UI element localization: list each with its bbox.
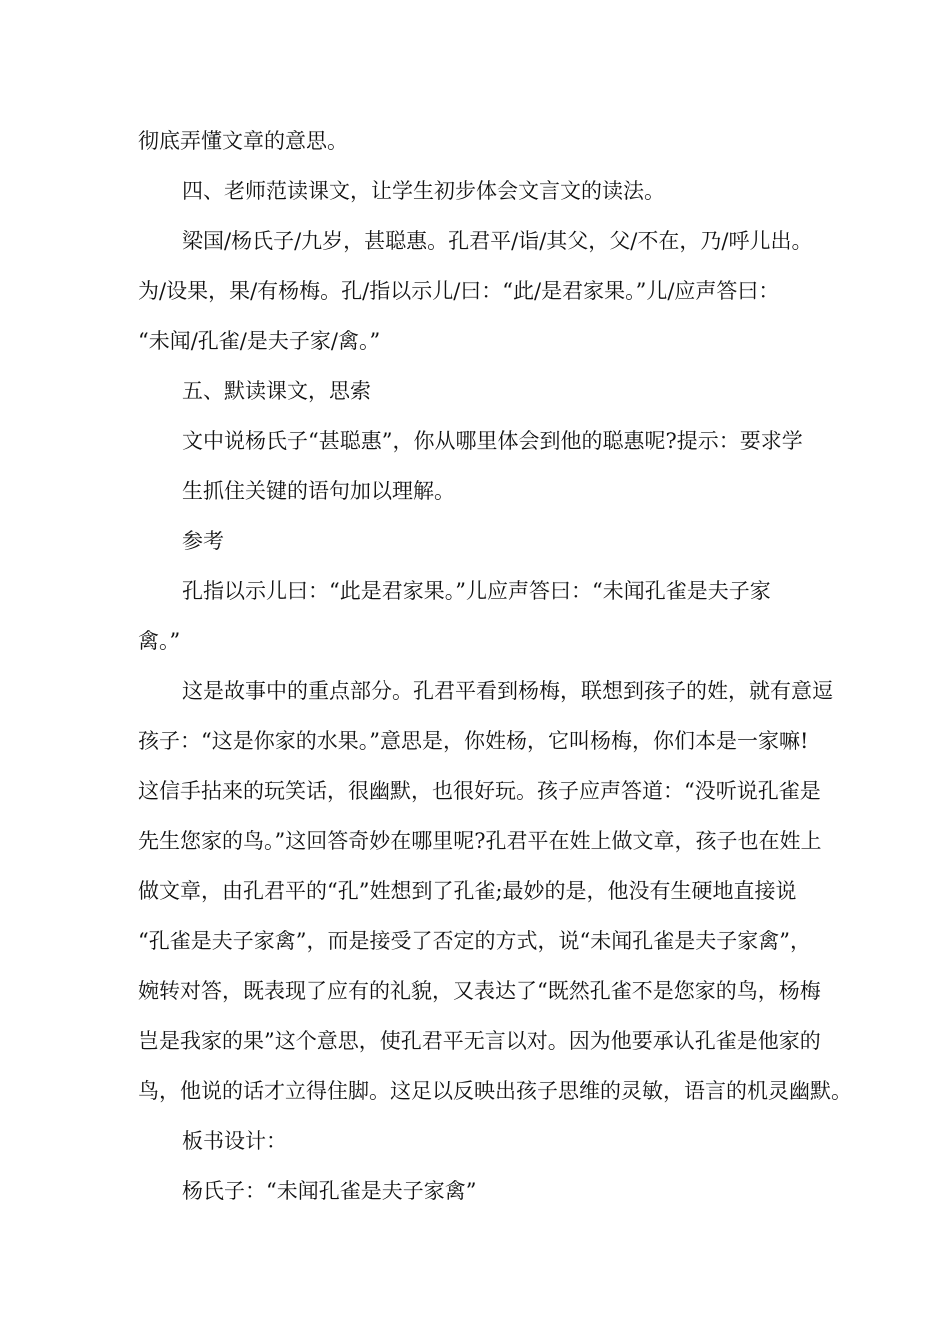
text-line: 文中说杨氏子“甚聪惠”，你从哪里体会到他的聪惠呢?提示：要求学 (182, 429, 803, 453)
text-line: 禽。” (138, 629, 181, 653)
board-design-content: 杨氏子：“未闻孔雀是夫子家禽” (182, 1179, 477, 1203)
text-line: 岂是我家的果”这个意思，使孔君平无言以对。因为他要承认孔雀是他家的 (138, 1029, 821, 1053)
section-heading: 五、默读课文，思索 (182, 379, 371, 403)
text-line: 孔指以示儿曰：“此是君家果。”儿应声答曰：“未闻孔雀是夫子家 (182, 579, 771, 603)
board-design-heading: 板书设计： (182, 1129, 287, 1153)
text-line: 生抓住关键的语句加以理解。 (182, 479, 455, 503)
text-line: 婉转对答，既表现了应有的礼貌，又表达了“既然孔雀不是您家的鸟，杨梅 (138, 979, 821, 1003)
reference-label: 参考 (182, 529, 224, 553)
section-heading: 四、老师范读课文，让学生初步体会文言文的读法。 (182, 179, 665, 203)
text-line: 这是故事中的重点部分。孔君平看到杨梅，联想到孩子的姓，就有意逗 (182, 679, 833, 703)
text-line: 孩子：“这是你家的水果。”意思是，你姓杨，它叫杨梅，你们本是一家嘛! (138, 729, 809, 753)
text-line: 梁国/杨氏子/九岁，甚聪惠。孔君平/诣/其父，父/不在，乃/呼儿出。 (182, 229, 813, 253)
text-line: 做文章，由孔君平的“孔”姓想到了孔雀;最妙的是，他没有生硬地直接说 (138, 879, 797, 903)
text-line: 彻底弄懂文章的意思。 (138, 129, 348, 153)
text-line: 先生您家的鸟。”这回答奇妙在哪里呢?孔君平在姓上做文章，孩子也在姓上 (138, 829, 822, 853)
text-line: “未闻/孔雀/是夫子家/禽。” (138, 329, 381, 353)
text-line: 为/设果，果/有杨梅。孔/指以示儿/曰：“此/是君家果。”儿/应声答曰： (138, 279, 780, 303)
text-line: 鸟，他说的话才立得住脚。这足以反映出孩子思维的灵敏，语言的机灵幽默。 (138, 1079, 852, 1103)
text-line: “孔雀是夫子家禽”，而是接受了否定的方式，说“未闻孔雀是夫子家禽”， (138, 929, 811, 953)
text-line: 这信手拈来的玩笑话，很幽默，也很好玩。孩子应声答道：“没听说孔雀是 (138, 779, 821, 803)
